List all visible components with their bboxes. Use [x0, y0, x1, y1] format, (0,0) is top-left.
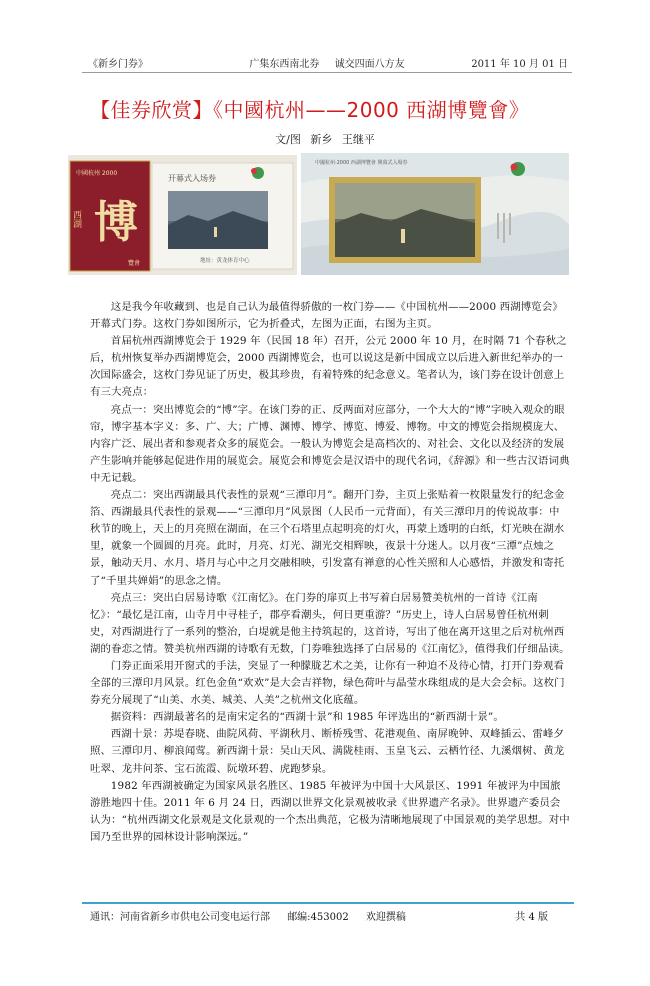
paragraph-history: 首届杭州西湖博览会于 1929 年（民国 18 年）召开，公元 2000 年 10 月，在时隔 71 个春秋之后，杭州恢复举办西湖博览会，2000 西湖博览会，也可以说这是新中国成立以后进入新世纪举办的一次国际盛会，这枚门券见证了历史，极其珍贵，有着特殊的纪念意义。笔者认为，该门券在设计创意上有三大亮点：	[90, 335, 567, 399]
ticket-big-character: 博	[94, 197, 138, 248]
footer-page-count: 共 4 版	[515, 912, 548, 923]
byline	[0, 131, 650, 147]
footer-postcode: 邮编:453002	[287, 912, 349, 923]
ticket-footer-note: 地址：黄龙体育中心	[200, 258, 250, 264]
footer-address: 通讯：河南省新乡市供电公司变电运行部	[90, 912, 270, 923]
ticket-side-text: 西湖	[71, 210, 81, 228]
paragraph-highlight-2: 亮点二：突出西湖最具代表性的景观“三潭印月”。翻开门券，主页上张贴着一枚限量发行的纪念金箔、西湖最具代表性的景观——“三潭印月”风景图（人民币一元背面），有关三潭印月的传说故事：中秋节的晚上，天上的月亮照在湖面，在三个石塔里点起明亮的灯火，再蒙上透明的白纸，灯光映在湖水里，就象一个圆圆的月亮。此时，月亮、灯光、湖光交相辉映，夜景十分迷人。以月夜“三潭”点烛之景，触动天月、水月、塔月与心中之月交融相映，引发富有禅意的心性关照和人心感悟，并激发和寄托了“千里共婵娟”的思念之情。	[90, 489, 565, 587]
header-publication: 《新乡门券》	[88, 59, 148, 70]
ticket-type-label: 开幕式入场券	[168, 174, 216, 183]
ticket-front-photo	[68, 155, 297, 275]
paragraph-highlight-3: 亮点三：突出白居易诗歌《江南忆》。在门券的扉页上书写着白居易赞美杭州的一首诗《江南忆》：“最忆是江南，山寺月中寻桂子，郡亭看潮头，何日更重游？”历史上，诗人白居易曾任杭州刺史，对西湖进行了一系列的整治，白堤就是他主持筑起的，这首诗，写出了他在离开这里之后对杭州西湖的眷恋之情。赞美杭州西湖的诗歌有无数，门券唯独选择了白居易的《江南忆》，值得我们仔细品读。	[90, 591, 570, 655]
article-title: 【佳券欣赏】《中國杭州——2000 西湖博覽會》	[90, 98, 530, 122]
footer-welcome: 欢迎撰稿	[365, 912, 406, 923]
paragraph-design: 门券正面采用开窗式的手法，突显了一种朦胧艺术之美，让你有一种迫不及待心情，打开门券观看全部的三潭印月风景。红色金鱼“欢欢”是大会吉祥物，绿色荷叶与晶莹水珠组成的是大会会标。这枚门券充分展现了“山美、水美、城美、人美”之杭州文化底蕴。	[90, 659, 565, 707]
footer-contact	[90, 908, 420, 923]
paragraph-reference: 据资料：西湖最著名的是南宋定名的“西湖十景”和 1985 年评选出的“新西湖十景”。	[110, 711, 504, 724]
ticket2-top-text: 中國杭州·2000 西湖博覽會 開幕式入場券	[315, 160, 408, 166]
ticket-inside-photo	[301, 153, 569, 275]
page-header	[82, 54, 572, 73]
byline-author: 王继平	[341, 133, 375, 146]
paragraph-intro: 这是我今年收藏到、也是自己认为最值得骄傲的一枚门券——《中国杭州——2000 西湖博览会》开幕式门券。这枚门券如图所示，它为折叠式，左图为正面，右图为主页。	[90, 301, 563, 331]
byline-role: 文/图	[275, 133, 301, 146]
header-motto-1: 广集东西南北券	[249, 59, 320, 70]
article-body	[90, 299, 570, 846]
byline-city: 新乡	[310, 133, 333, 146]
paragraph-heritage: 1982 年西湖被确定为国家风景名胜区、1985 年被评为中国十大风景区、1991 年被评为中国旅游胜地四十佳。2011 年 6 月 24 日，西湖以世界文化景观被收录《世界遗产名录》。世界遗产委员会认为：“杭州西湖文化景观是文化景观的一个杰出典范，它极为清晰地展现了中国景观的美学思想。对中国乃至世界的园林设计影响深远。”	[90, 779, 570, 843]
paragraph-highlight-1: 亮点一：突出博览会的“博”字。在该门券的正、反两面对应部分，一个大大的“博”字映入观众的眼帘，博字基本字义：多、广、大；广博、渊博、博学、博览、博爱、博物。中文的博览会指规模庞大、内容广泛、展出者和参观者众多的展览会。一般认为博览会是高档次的、对社会、文化以及经济的发展产生影响并能够起促进作用的展览会。展览会和博览会是汉语中的现代名词，《辞源》和一些古汉语词典中无记载。	[90, 403, 570, 484]
page-footer	[82, 902, 574, 923]
ticket-bottom-mark: 覽會	[128, 260, 141, 267]
header-motto-2: 诚交四面八方友	[334, 59, 405, 70]
paragraph-ten-views: 西湖十景：苏堤春晓、曲院风荷、平湖秋月、断桥残雪、花港观鱼、南屏晚钟、双峰插云、雷峰夕照、三潭印月、柳浪闻莺。新西湖十景：吴山天风、满陇桂雨、玉皇飞云、云栖竹径、九溪烟树、黄龙吐翠、龙井问茶、宝石流霞、阮墩环碧、虎跑梦泉。	[90, 728, 565, 775]
ticket-top-text: 中國杭州 2000	[76, 170, 118, 177]
header-date: 2011 年 10 月 01 日	[471, 59, 568, 70]
